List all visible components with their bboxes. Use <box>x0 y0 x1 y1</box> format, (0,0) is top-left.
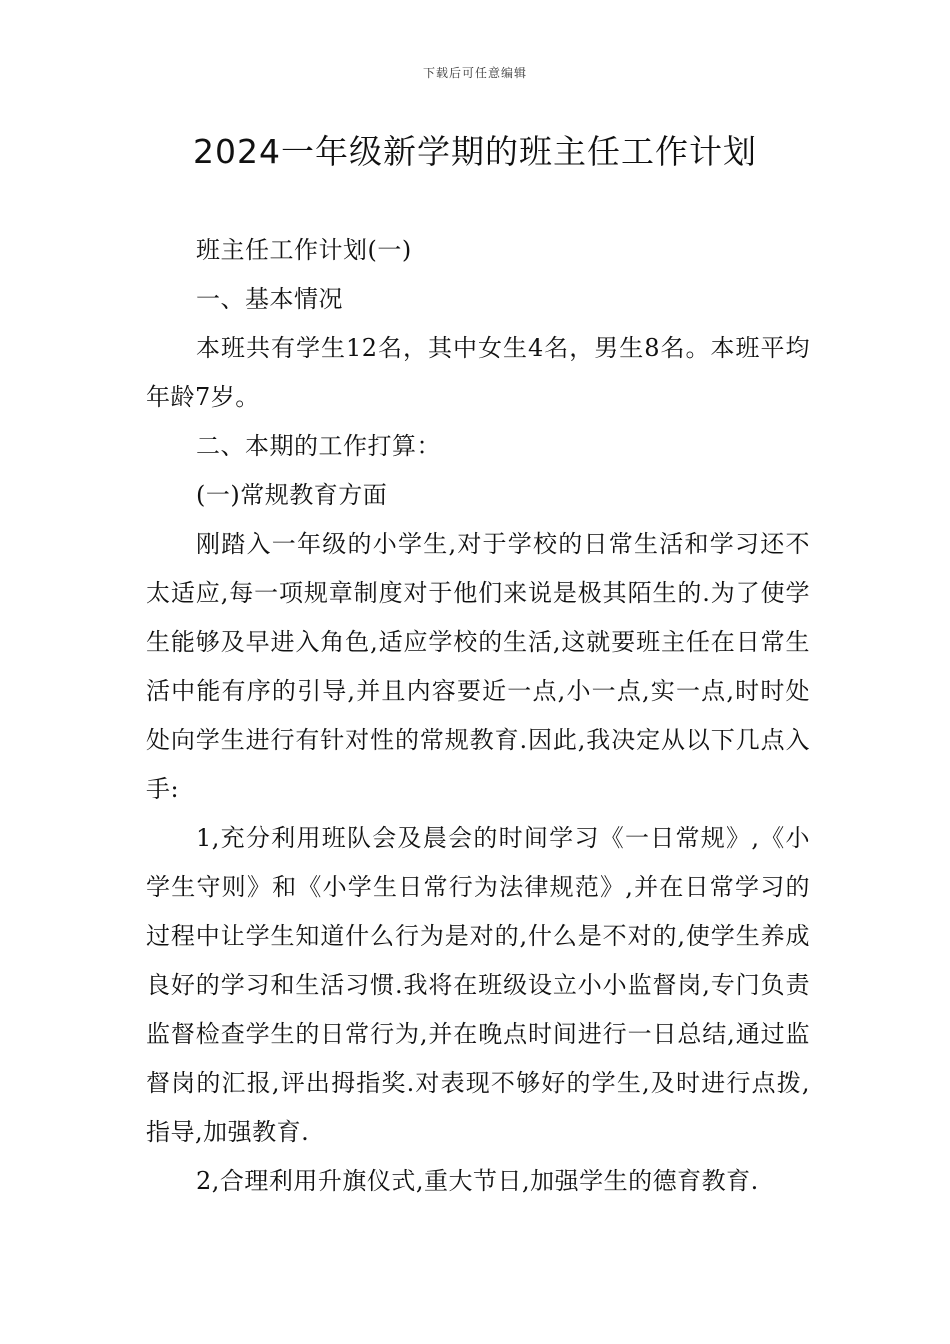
page-header-note: 下载后可任意编辑 <box>422 66 527 80</box>
section-heading-work-plan: 二、本期的工作打算： <box>196 432 441 460</box>
document-body <box>146 226 810 1206</box>
section-heading-plan-one: 班主任工作计划(一) <box>196 236 412 264</box>
paragraph-point-1: 1,充分利用班队会及晨会的时间学习《一日常规》,《小学生守则》和《小学生日常行为法律规范》,并在日常学习的过程中让学生知道什么行为是对的,什么是不对的,使学生养成良好的学习和生活习惯.我将在班级设立小小监督岗,专门负责监督检查学生的日常行为,并在晚点时间进行一日总结,通过监督岗的汇报,评出拇指奖.对表现不够好的学生,及时进行点拨,指导,加强教育. <box>146 824 810 1146</box>
section-heading-basic-info: 一、基本情况 <box>196 285 343 313</box>
paragraph-routine-education: 刚踏入一年级的小学生,对于学校的日常生活和学习还不太适应,每一项规章制度对于他们来说是极其陌生的.为了使学生能够及早进入角色,适应学校的生活,这就要班主任在日常生活中能有序的引导,并且内容要近一点,小一点,实一点,时时处处向学生进行有针对性的常规教育.因此,我决定从以下几点入手: <box>146 530 810 803</box>
paragraph-class-info: 本班共有学生12名，其中女生4名，男生8名。本班平均年龄7岁。 <box>146 334 810 411</box>
document-title: 2024一年级新学期的班主任工作计划 <box>193 132 757 171</box>
paragraph-point-2: 2,合理利用升旗仪式,重大节日,加强学生的德育教育. <box>196 1167 759 1195</box>
subsection-heading-routine-education: (一)常规教育方面 <box>196 481 388 509</box>
